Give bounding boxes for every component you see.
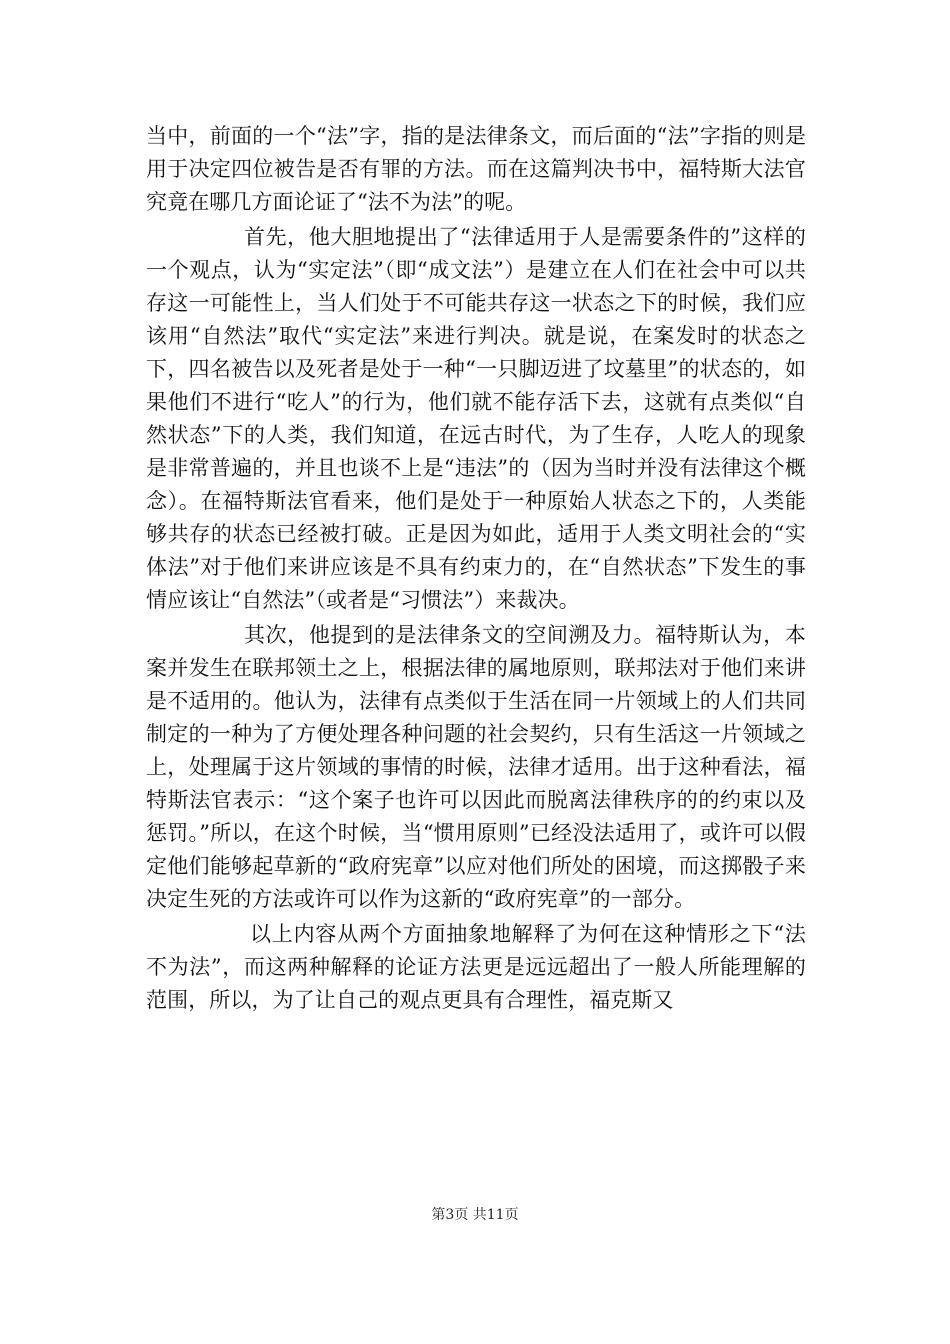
footer-middle: 页 共 (454, 1207, 487, 1223)
footer-suffix: 页 (504, 1207, 519, 1223)
footer-total-pages: 11 (486, 1207, 505, 1223)
paragraph-summary: 以上内容从两个方面抽象地解释了为何在这种情形之下“法不为法”，而这两种解释的论证方法更是远远超出了一般人所能理解的范围，所以，为了让自己的观点更具有合理性，福克斯又 (146, 922, 806, 1012)
page-footer (0, 1204, 950, 1224)
footer-current-page: 3 (445, 1207, 455, 1223)
paragraph-continuation: 当中，前面的一个“法”字，指的是法律条文，而后面的“法”字指的则是用于决定四位被告是否有罪的方法。而在这篇判决书中，福特斯大法官究竟在哪几方面论证了“法不为法”的呢。 (146, 124, 806, 214)
paragraph-first-argument: 首先，他大胆地提出了“法律适用于人是需要条件的”这样的一个观点，认为“实定法”（即“成文法”）是建立在人们在社会中可以共存这一可能性上，当人们处于不可能共存这一状态之下的时候，我们应该用“自然法”取代“实定法”来进行判决。就是说，在案发时的状态之下，四名被告以及死者是处于一种“一只脚迈进了坟墓里”的状态的，如果他们不进行“吃人”的行为，他们就不能存活下去，这就有点类似“自然状态”下的人类，我们知道，在远古时代，为了生存，人吃人的现象是非常普遍的，并且也谈不上是“违法”的（因为当时并没有法律这个概念）。在福特斯法官看来，他们是处于一种原始人状态之下的，人类能够共存的状态已经被打破。正是因为如此，适用于人类文明社会的“实体法”对于他们来讲应该是不具有约束力的，在“自然状态”下发生的事情应该让“自然法”（或者是“习惯法”）来裁决。 (146, 225, 806, 612)
paragraph-second-argument: 其次，他提到的是法律条文的空间溯及力。福特斯认为，本案并发生在联邦领土之上，根据法律的属地原则，联邦法对于他们来讲是不适用的。他认为，法律有点类似于生活在同一片领域上的人们共同制定的一种为了方便处理各种问题的社会契约，只有生活这一片领域之上，处理属于这片领域的事情的时候，法律才适用。出于这种看法，福特斯法官表示：“这个案子也许可以因此而脱离法律秩序的的约束以及惩罚。”所以，在这个时候，当“惯用原则”已经没法适用了，或许可以假定他们能够起草新的“政府宪章”以应对他们所处的困境，而这掷骰子来决定生死的方法或许可以作为这新的“政府宪章”的一部分。 (146, 623, 806, 911)
footer-prefix: 第 (431, 1207, 446, 1223)
document-body (146, 120, 806, 1017)
